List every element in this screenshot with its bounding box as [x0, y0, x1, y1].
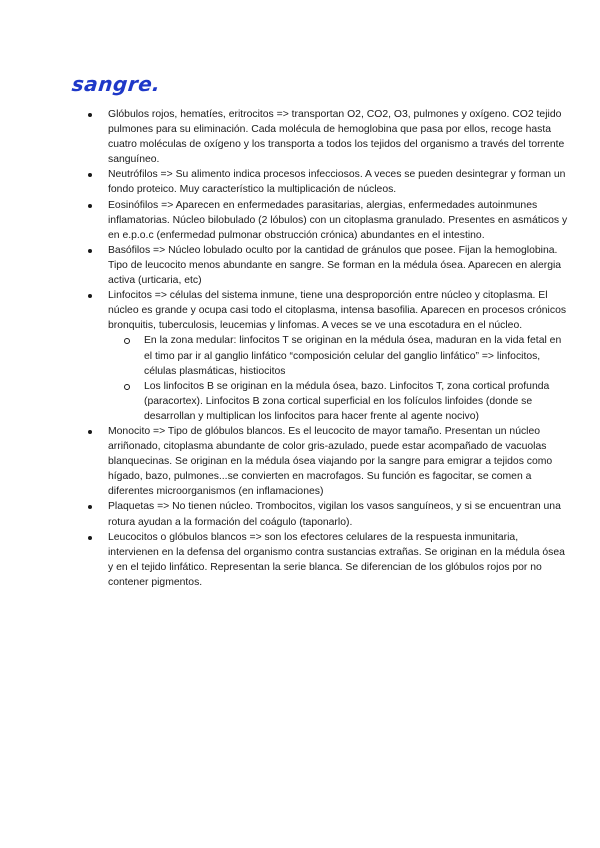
list-item-globulos-rojos: Glóbulos rojos, hematíes, eritrocitos => transportan O2, CO2, O3, pulmones y oxígeno. CO2 tejido pulmones para su eliminación. Cada molécula de hemoglobina que pasa por ellos, recoge hasta cuatro moléculas de oxígeno y los transporta a todos los tejidos del organismo a través del torrente sanguíneo.	[108, 107, 568, 167]
list-item-linfocitos	[108, 288, 568, 424]
sub-item-zona-medular: En la zona medular: linfocitos T se originan en la médula ósea, maduran en la vida fetal en el timo par ir al ganglio linfático “composición celular del ganglio linfático” => linfocitos, células plasmáticas, histiocitos	[144, 333, 568, 378]
list-item-linfocitos-text: Linfocitos => células del sistema inmune, tiene una desproporción entre núcleo y citoplasma. El núcleo es grande y ocupa casi todo el citoplasma, intensa basofilia. Aparecen en procesos crónicos bronquitis, tuberculosis, leucemias y linfomas. A veces se ve una escotadura en el núcleo.	[108, 290, 567, 332]
bullet-list	[72, 107, 568, 590]
sub-item-linfocitos-b: Los linfocitos B se originan en la médula ósea, bazo. Linfocitos T, zona cortical profunda (paracortex). Linfocitos B zona cortical superficial en los folículos linfoides (donde se desarrollan y multiplican los linfocitos para hacer frente al agente nocivo)	[144, 379, 568, 424]
list-item-basofilos: Basófilos => Núcleo lobulado oculto por la cantidad de gránulos que posee. Fijan la hemoglobina. Tipo de leucocito menos abundante en sangre. Se forman en la médula ósea. Aparecen en alergia activa (urticaria, etc)	[108, 243, 568, 288]
list-item-leucocitos: Leucocitos o glóbulos blancos => son los efectores celulares de la respuesta inmunitaria, intervienen en la defensa del organismo contra sustancias extrañas. Se originan en la médula ósea y en el tejido linfático. Representan la serie blanca. Se diferencian de los glóbulos rojos por no contener pigmentos.	[108, 530, 568, 590]
list-item-neutrofilos: Neutrófilos => Su alimento indica procesos infecciosos. A veces se pueden desintegrar y forman un fondo proteico. Muy característico la multiplicación de núcleos.	[108, 167, 568, 197]
linfocitos-sub-list	[108, 333, 568, 424]
list-item-plaquetas: Plaquetas => No tienen núcleo. Trombocitos, vigilan los vasos sanguíneos, y si se encuentran una rotura ayudan a la formación del coágulo (taponarlo).	[108, 499, 568, 529]
page-title: sangre.	[70, 72, 162, 96]
list-item-eosinofilos: Eosinófilos => Aparecen en enfermedades parasitarias, alergias, enfermedades autoinmunes inflamatorias. Núcleo bilobulado (2 lóbulos) con un citoplasma granulado. Presentes en asmáticos y en e.p.o.c (enfermedad pulmonar obstrucción crónica) abundantes en el intestino.	[108, 198, 568, 243]
list-item-monocito: Monocito => Tipo de glóbulos blancos. Es el leucocito de mayor tamaño. Presentan un núcleo arriñonado, citoplasma abundante de color gris-azulado, puede estar acompañado de vacuolas blanquecinas. Se originan en la médula ósea viajando por la sangre para emigrar a tejidos como hígado, bazo, pulmones...se convierten en macrofagos. Su función es fagocitar, se comen a diferentes microorganismos (en inflamaciones)	[108, 424, 568, 499]
